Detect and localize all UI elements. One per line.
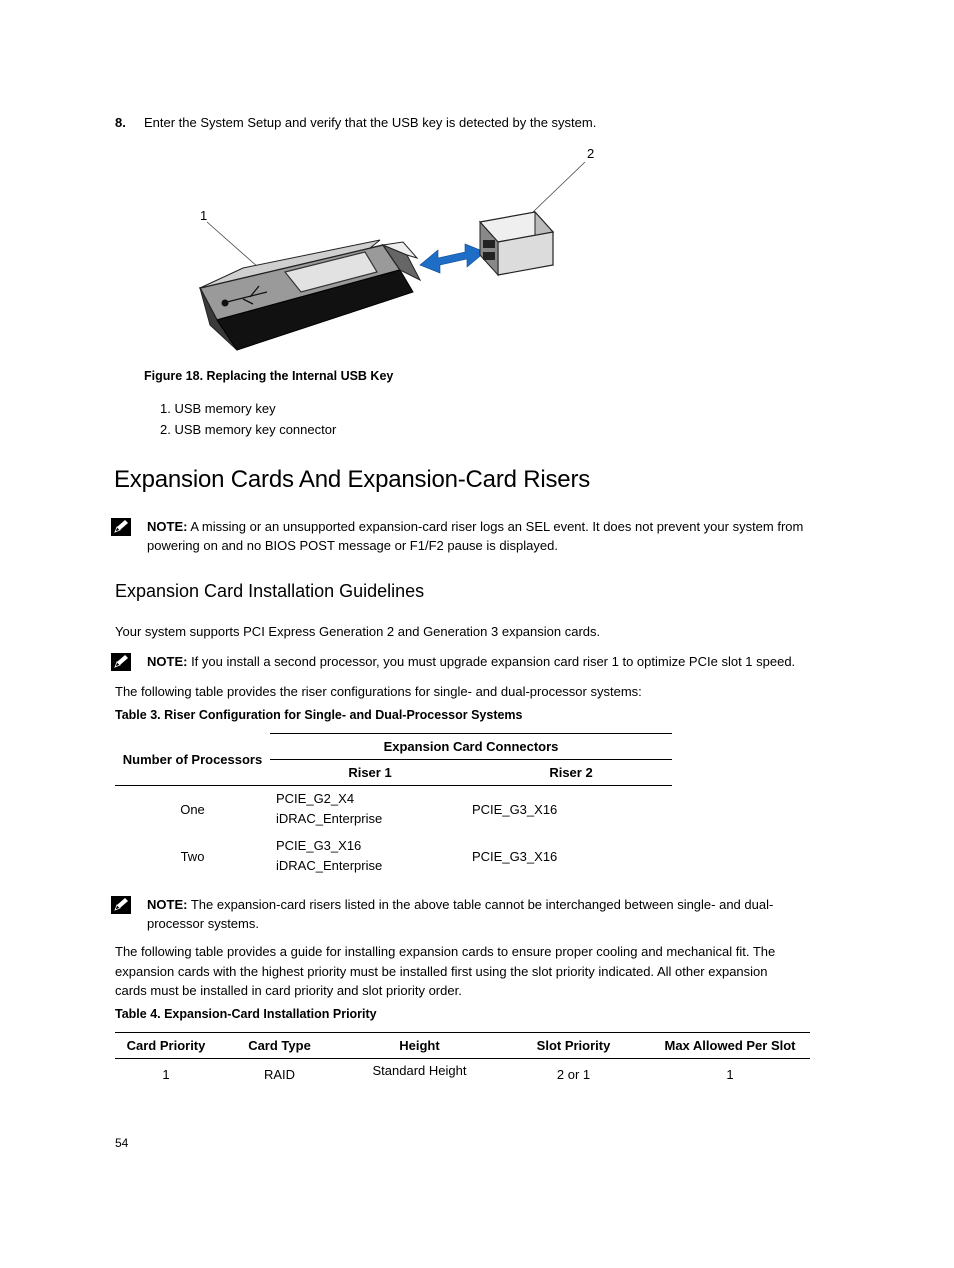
table-cell: Standard Height: [372, 1063, 467, 1078]
usb-key-figure: [195, 140, 605, 358]
step-8: [115, 115, 596, 130]
step-number: 8.: [115, 115, 126, 130]
table-4-caption: Table 4. Expansion-Card Installation Priority: [115, 1007, 377, 1021]
paragraph: The following table provides the riser configurations for single- and dual-processor systems:: [115, 684, 642, 699]
note-text: The expansion-card risers listed in the above table cannot be interchanged between single- and dual-processor systems.: [147, 897, 774, 931]
note-text: A missing or an unsupported expansion-card riser logs an SEL event. It does not prevent your system from powering on and no BIOS POST message or F1/F2 pause is displayed.: [147, 519, 804, 553]
note-1: [110, 517, 810, 557]
callout-1: 1: [200, 208, 208, 223]
table-row: [115, 832, 672, 880]
subsection-title: Expansion Card Installation Guidelines: [115, 581, 425, 601]
table-cell: 2 or 1: [556, 1066, 591, 1082]
note-label: NOTE:: [147, 519, 188, 534]
table-header: Height: [342, 1033, 497, 1059]
cell-line: PCIE_G3_X16: [276, 838, 362, 853]
table-3-caption: Table 3. Riser Configuration for Single- and Dual-Processor Systems: [115, 708, 523, 722]
table-header: Slot Priority: [497, 1033, 650, 1059]
legend-item: 2. USB memory key connector: [160, 422, 337, 437]
pencil-note-icon: [110, 652, 132, 672]
cell-line: PCIE_G2_X4: [276, 791, 355, 806]
paragraph: The following table provides a guide for installing expansion cards to ensure proper cooling and mechanical fit. The expansion cards with the highest priority must be installed first using the slot priority indicated. All other expansion cards must be installed in card priority and slot priority order.: [115, 944, 776, 998]
figure-legend: [160, 401, 336, 443]
table-header: Number of Processors: [115, 734, 270, 786]
table-header: Riser 1: [270, 760, 470, 786]
figure-caption: Figure 18. Replacing the Internal USB Key: [144, 369, 394, 383]
step-text: Enter the System Setup and verify that the USB key is detected by the system.: [144, 115, 597, 130]
table-cell: One: [180, 801, 205, 817]
note-label: NOTE:: [147, 897, 188, 912]
table-3: [115, 733, 672, 880]
section-title: Expansion Cards And Expansion-Card Risers: [114, 466, 591, 493]
note-text: If you install a second processor, you must upgrade expansion card riser 1 to optimize PCIe slot 1 speed.: [187, 654, 796, 669]
table-header: Max Allowed Per Slot: [650, 1033, 810, 1059]
page-number: 54: [115, 1136, 129, 1150]
table-cell: [270, 786, 470, 833]
table-header: Expansion Card Connectors: [270, 734, 672, 760]
table-header: Riser 2: [470, 760, 672, 786]
table-4: [115, 1032, 810, 1089]
legend-item: 1. USB memory key: [160, 401, 276, 416]
table-header: Card Type: [217, 1033, 342, 1059]
table-row: [115, 786, 672, 833]
note-2: [110, 652, 810, 674]
table-cell: PCIE_G3_X16: [472, 801, 558, 817]
paragraph: Your system supports PCI Express Generation 2 and Generation 3 expansion cards.: [115, 624, 601, 639]
cell-line: iDRAC_Enterprise: [276, 811, 383, 826]
table-cell: RAID: [263, 1066, 296, 1082]
cell-line: iDRAC_Enterprise: [276, 858, 383, 873]
table-cell: Two: [180, 848, 205, 864]
table-cell: 1: [162, 1066, 170, 1082]
pencil-note-icon: [110, 895, 132, 915]
table-cell: PCIE_G3_X16: [472, 848, 558, 864]
pencil-note-icon: [110, 517, 132, 537]
table-cell: 1: [726, 1066, 734, 1082]
table-header: Card Priority: [115, 1033, 217, 1059]
note-label: NOTE:: [147, 654, 188, 669]
table-row: [115, 1059, 810, 1090]
callout-2: 2: [587, 146, 595, 161]
note-3: [110, 895, 810, 935]
table-cell: [270, 832, 470, 880]
usb-key-illustration: [195, 140, 605, 358]
